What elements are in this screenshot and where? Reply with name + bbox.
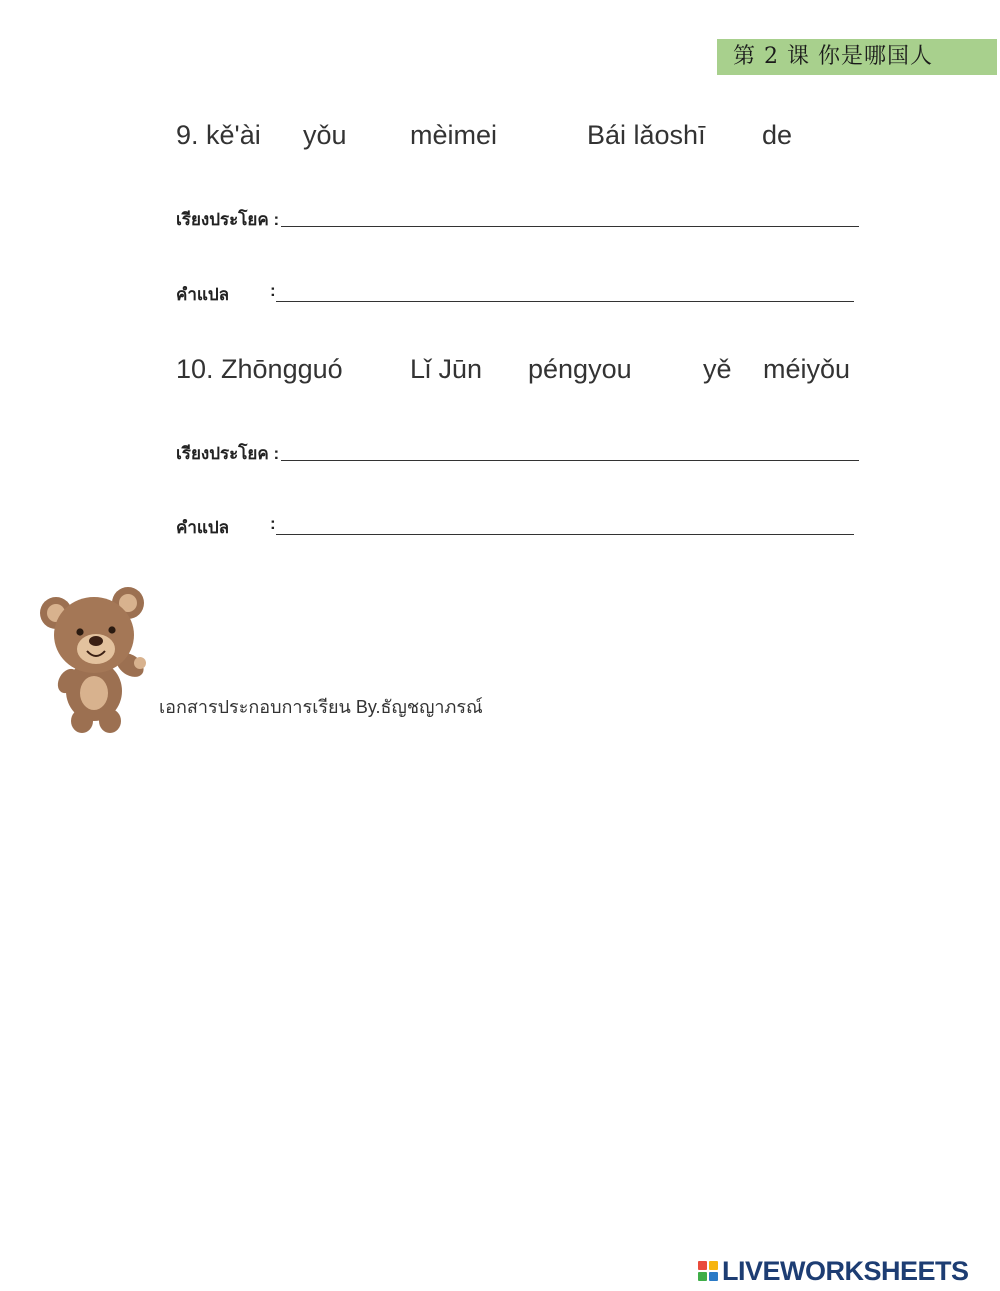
question-9-translation-input[interactable] [276,301,854,302]
word-tile: Bái lǎoshī [587,120,706,150]
question-9-sentence-input[interactable] [281,226,859,227]
word-tile: 9. kě'ài [176,120,261,150]
question-9-sentence-row [176,206,860,230]
translation-label: คำแปล [176,285,230,304]
teddy-bear-icon [38,583,150,735]
lesson-title: 第 2 课 你是哪国人 [733,44,933,69]
question-9-translation-row [176,281,856,305]
word-tile: yě [703,354,732,384]
word-tile: de [762,120,793,150]
question-10-translation-row [176,514,856,538]
lesson-title-badge [717,39,997,75]
translation-colon: : [270,281,276,300]
question-10-sentence-input[interactable] [281,460,859,461]
question-10-sentence-row [176,440,860,464]
word-tile: Lǐ Jūn [410,354,483,384]
question-10-translation-input[interactable] [276,534,854,535]
word-tile: méiyǒu [763,354,851,384]
sentence-label: เรียงประโยค : [176,210,280,229]
word-tile: mèimei [410,120,498,150]
word-tile: 10. Zhōngguó [176,354,343,384]
footer-credit: เอกสารประกอบการเรียน By.ธัญชญาภรณ์ [159,697,483,717]
sentence-label: เรียงประโยค : [176,444,280,463]
question-10-words [176,354,866,394]
word-tile: yǒu [303,120,347,150]
brand-name: LIVEWORKSHEETS [722,1255,969,1286]
question-9-words [176,120,866,160]
word-tile: péngyou [528,354,632,384]
liveworksheets-logo[interactable] [698,1256,969,1286]
translation-label: คำแปล [176,518,230,537]
live-blocks-icon [698,1261,718,1281]
translation-colon: : [270,514,276,533]
